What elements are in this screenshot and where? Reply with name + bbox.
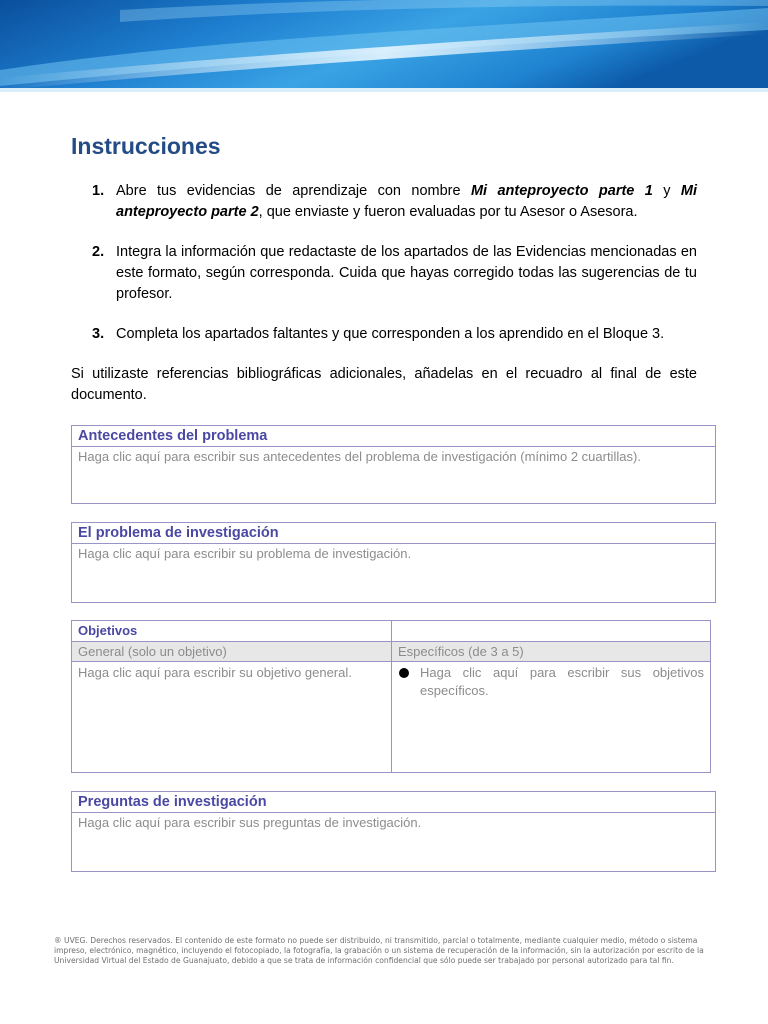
objetivos-title: Objetivos bbox=[72, 621, 392, 641]
specific-objectives-field[interactable] bbox=[392, 662, 710, 772]
copyright-footer: ® UVEG. Derechos reservados. El contenido de este formato no puede ser distribuido, ni transmitido, parcial o totalmente, mediante cualquier medio, método o sistema impreso, electrónico, magnético, incluyendo el fotocopiado, la fotografía, la grabación o un sistema de recuperación de la información, sin la autorización por escrito de la Universidad Virtual del Estado de Guanajuato, debido a que se trata de información confidencial que sólo puede ser trabajado por personal autorizado para tal fin. bbox=[54, 936, 704, 965]
objetivos-body-row bbox=[72, 662, 710, 772]
instruction-text: Integra la información que redactaste de los apartados de las Evidencias mencionadas en este formato, según corresponda. Cuida que hayas corregido todas las sugerencias de tu profesor. bbox=[116, 244, 697, 302]
objetivos-table bbox=[71, 620, 711, 773]
banner-graphic bbox=[0, 0, 768, 100]
instruction-text: Completa los apartados faltantes y que corresponden a los aprendido en el Bloque 3. bbox=[116, 326, 665, 342]
general-label: General (solo un objetivo) bbox=[72, 642, 392, 661]
antecedentes-section bbox=[71, 425, 716, 504]
preguntas-field[interactable]: Haga clic aquí para escribir sus preguntas de investigación. bbox=[78, 815, 422, 830]
instruction-item-3 bbox=[92, 324, 697, 345]
specific-objectives-placeholder: Haga clic aquí para escribir sus objetivos específicos. bbox=[420, 665, 704, 698]
bullet-icon bbox=[399, 668, 409, 678]
problema-title: El problema de investigación bbox=[72, 523, 715, 544]
list-item bbox=[398, 664, 704, 700]
header-banner bbox=[0, 0, 768, 100]
instruction-item-1 bbox=[92, 181, 697, 223]
problema-section bbox=[71, 522, 716, 603]
problema-field[interactable]: Haga clic aquí para escribir su problema de investigación. bbox=[78, 546, 412, 561]
instructions-list bbox=[92, 181, 697, 345]
antecedentes-title: Antecedentes del problema bbox=[72, 426, 715, 447]
instruction-item-2 bbox=[92, 242, 697, 305]
objetivos-header-row bbox=[72, 621, 710, 642]
general-objective-field[interactable]: Haga clic aquí para escribir su objetivo general. bbox=[72, 662, 392, 772]
instruction-number: 2. bbox=[92, 244, 105, 260]
instruction-number: 3. bbox=[92, 326, 105, 342]
antecedentes-field[interactable]: Haga clic aquí para escribir sus antecedentes del problema de investigación (mínimo 2 cuartillas). bbox=[78, 449, 641, 464]
especificos-label: Específicos (de 3 a 5) bbox=[398, 644, 524, 659]
references-note: Si utilizaste referencias bibliográficas adicionales, añadelas en el recuadro al final de este documento. bbox=[71, 366, 697, 403]
page-title: Instrucciones bbox=[71, 133, 221, 159]
instruction-number: 1. bbox=[92, 183, 105, 199]
objetivos-header-empty bbox=[392, 621, 710, 641]
preguntas-title: Preguntas de investigación bbox=[72, 792, 715, 813]
instruction-text: Abre tus evidencias de aprendizaje con nombre Mi anteproyecto parte 1 y Mi anteproyecto parte 2, que enviaste y fueron evaluadas por tu Asesor o Asesora. bbox=[116, 183, 698, 220]
preguntas-section bbox=[71, 791, 716, 872]
objetivos-subheader-row bbox=[72, 642, 710, 662]
